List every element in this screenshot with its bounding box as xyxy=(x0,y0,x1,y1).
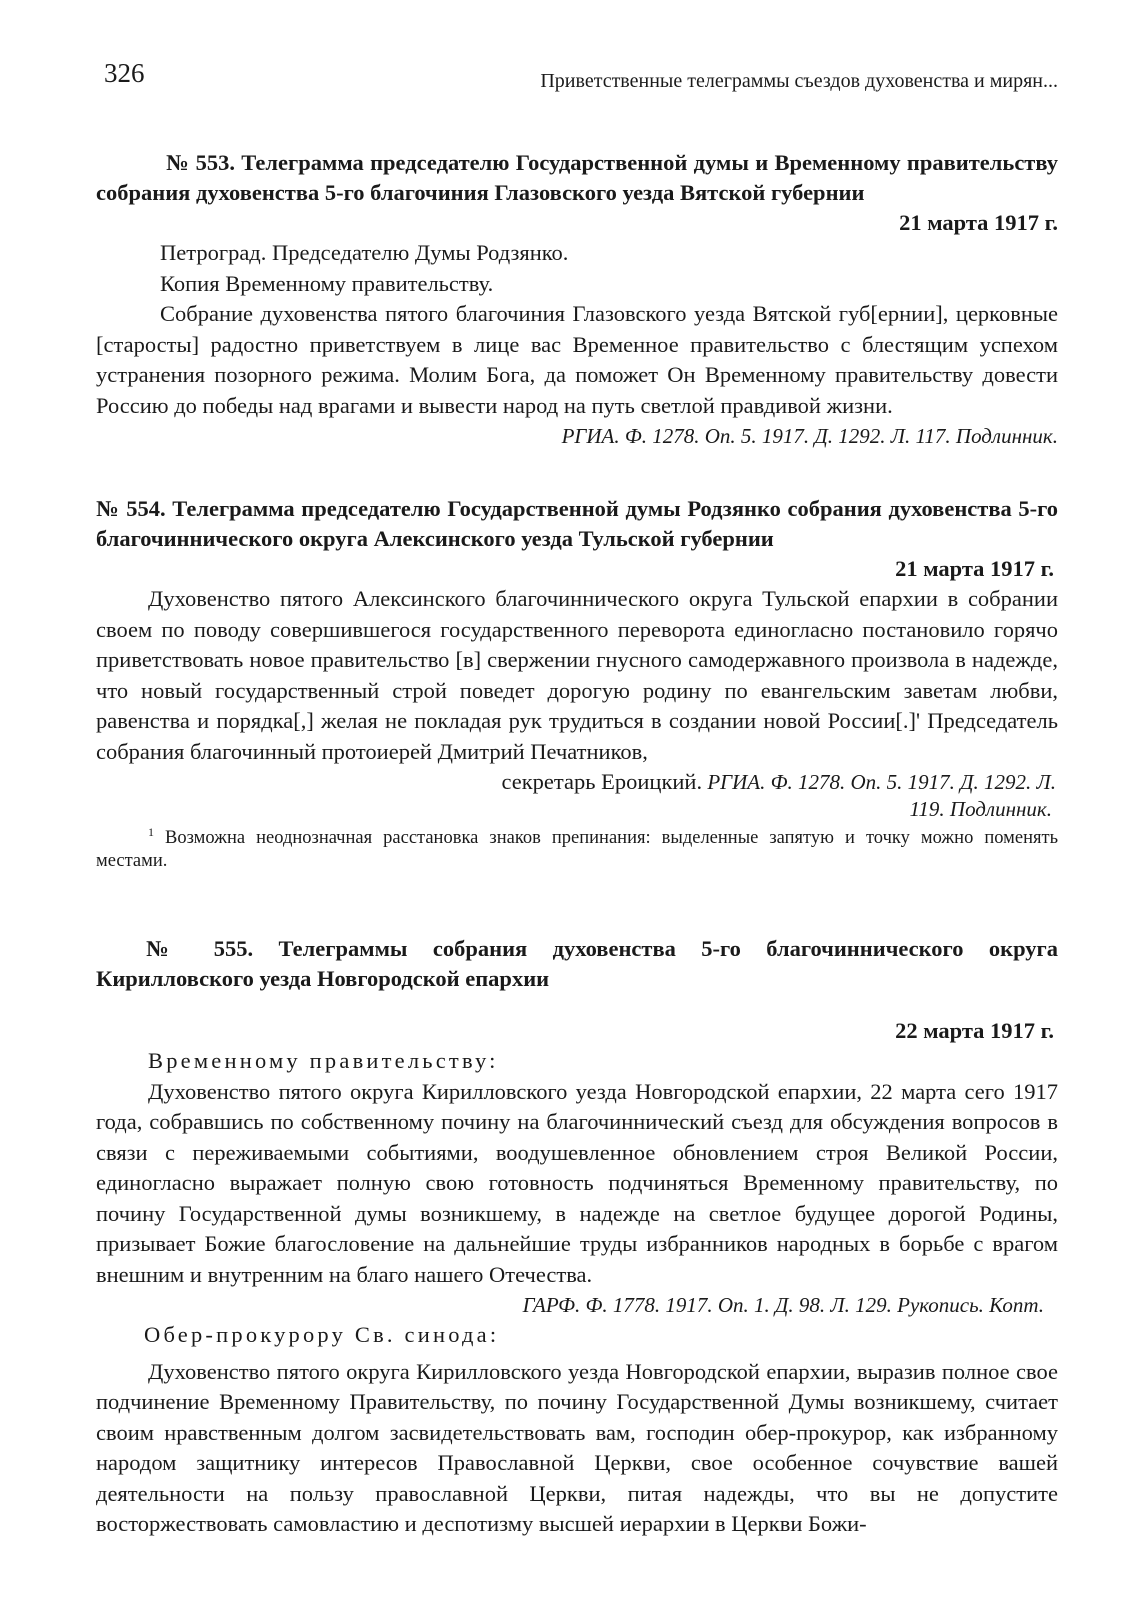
running-title: Приветственные телеграммы съездов духовенства и мирян... xyxy=(540,70,1058,92)
doc-553-copy-line: Копия Временному правительству. xyxy=(160,270,494,296)
doc-554-signature: секретарь Ероицкий. xyxy=(501,769,703,794)
doc-554-source: РГИА. Ф. 1278. Оп. 5. 1917. Д. 1292. Л. xyxy=(707,770,1056,794)
page-number: 326 xyxy=(104,58,145,88)
doc-553-source: РГИА. Ф. 1278. Оп. 5. 1917. Д. 1292. Л. 117. Подлинник. xyxy=(561,424,1058,448)
footnote-mark: 1 xyxy=(148,825,154,839)
doc-555-addressee-2: Обер-прокурору Св. синода: xyxy=(144,1322,500,1347)
doc-554-date: 21 марта 1917 г. xyxy=(895,556,1054,581)
doc-555-body-2: Духовенство пятого округа Кирилловского уезда Новгородской епархии, выразив полное свое подчинение Временному Правительству, по почину Государственной Думы возникшему, считает своим нравственным долгом засвидетельствовать вам, господин обер-прокурор, как избранному народом защитнику интересов Православной Церкви, свое особенное сочувствие вашей деятельности на пользу православной Церкви, питая надежды, что вы не допустите восторжествовать самовластию и деспотизму высшей иерархии в Церкви Божи- xyxy=(96,1358,1058,1536)
doc-555-date: 22 марта 1917 г. xyxy=(895,1018,1054,1043)
doc-554-body: Духовенство пятого Алексинского благочиннического округа Тульской епархии в собрании своем по поводу совершившегося государственного переворота единогласно постановило горячо приветствовать новое правительство [в] свержении гнусного самодержавного произвола в надежде, что новый государственный строй поведет дорогую родину по евангельским заветам любви, равенства и порядка[,] желая не покладая рук трудиться в создании новой России[.]' Председатель собрания благочинный протоиерей Дмитрий Печатников, xyxy=(96,586,1058,764)
doc-555-addressee-1: Временному правительству: xyxy=(148,1048,499,1073)
footnote-text: Возможна неоднозначная расстановка знаков препинания: выделенные запятую и точку можно поменять местами. xyxy=(96,828,1059,872)
running-header xyxy=(96,52,1058,92)
doc-553-date: 21 марта 1917 г. xyxy=(899,210,1058,235)
doc-553-address-line: Петроград. Председателю Думы Родзянко. xyxy=(160,240,569,265)
doc-555-body-1: Духовенство пятого округа Кирилловского уезда Новгородской епархии, 22 марта сего 1917 года, собравшись по собственному почину на благочиннический съезд для обсуждения вопросов в связи с переживаемыми событиями, воодушевленное обновлением строя Великой России, единогласно выражает полную свою готовность подчиняться Временному правительству, по почину Государственной думы возникшему, в надежде на светлое будущее дорогой Родины, призывает Божие благословение на дальнейшие труды избранников народных в борьбе с врагом внешним и внутренним на благо нашего Отечества. xyxy=(96,1078,1058,1287)
doc-553-title: № 553. Телеграмма председателю Государственной думы и Временному правительству собрания духовенства 5-го благочиния Глазовского уезда Вятской губернии xyxy=(96,150,1058,205)
footnote xyxy=(96,821,1058,873)
doc-554-title: № 554. Телеграмма председателю Государственной думы Родзянко собрания духовенства 5-го благочиннического округа Алексинского уезда Тульской губернии xyxy=(96,496,1058,551)
document-555 xyxy=(96,934,1058,1540)
document-554 xyxy=(96,494,1058,873)
doc-555-title: № 555. Телеграммы собрания духовенства 5-го благочиннического округа Кирилловского уезда Новгородской епархии xyxy=(96,936,1058,991)
document-553 xyxy=(96,148,1058,451)
doc-554-source-cont: 119. Подлинник. xyxy=(909,797,1052,821)
doc-555-source-1: ГАРФ. Ф. 1778. 1917. Оп. 1. Д. 98. Л. 129. Рукопись. Копт. xyxy=(522,1293,1044,1317)
doc-554-signature-line xyxy=(96,767,1058,797)
doc-553-body: Собрание духовенства пятого благочиния Глазовского уезда Вятской губ[ернии], церковные [старосты] радостно приветствуем в лице вас Временное правительство с блестящим успехом устранения позорного режима. Молим Бога, да поможет Он Временному правительству довести Россию до победы над врагами и вывести народ на путь светлой правдивой жизни. xyxy=(96,301,1058,418)
